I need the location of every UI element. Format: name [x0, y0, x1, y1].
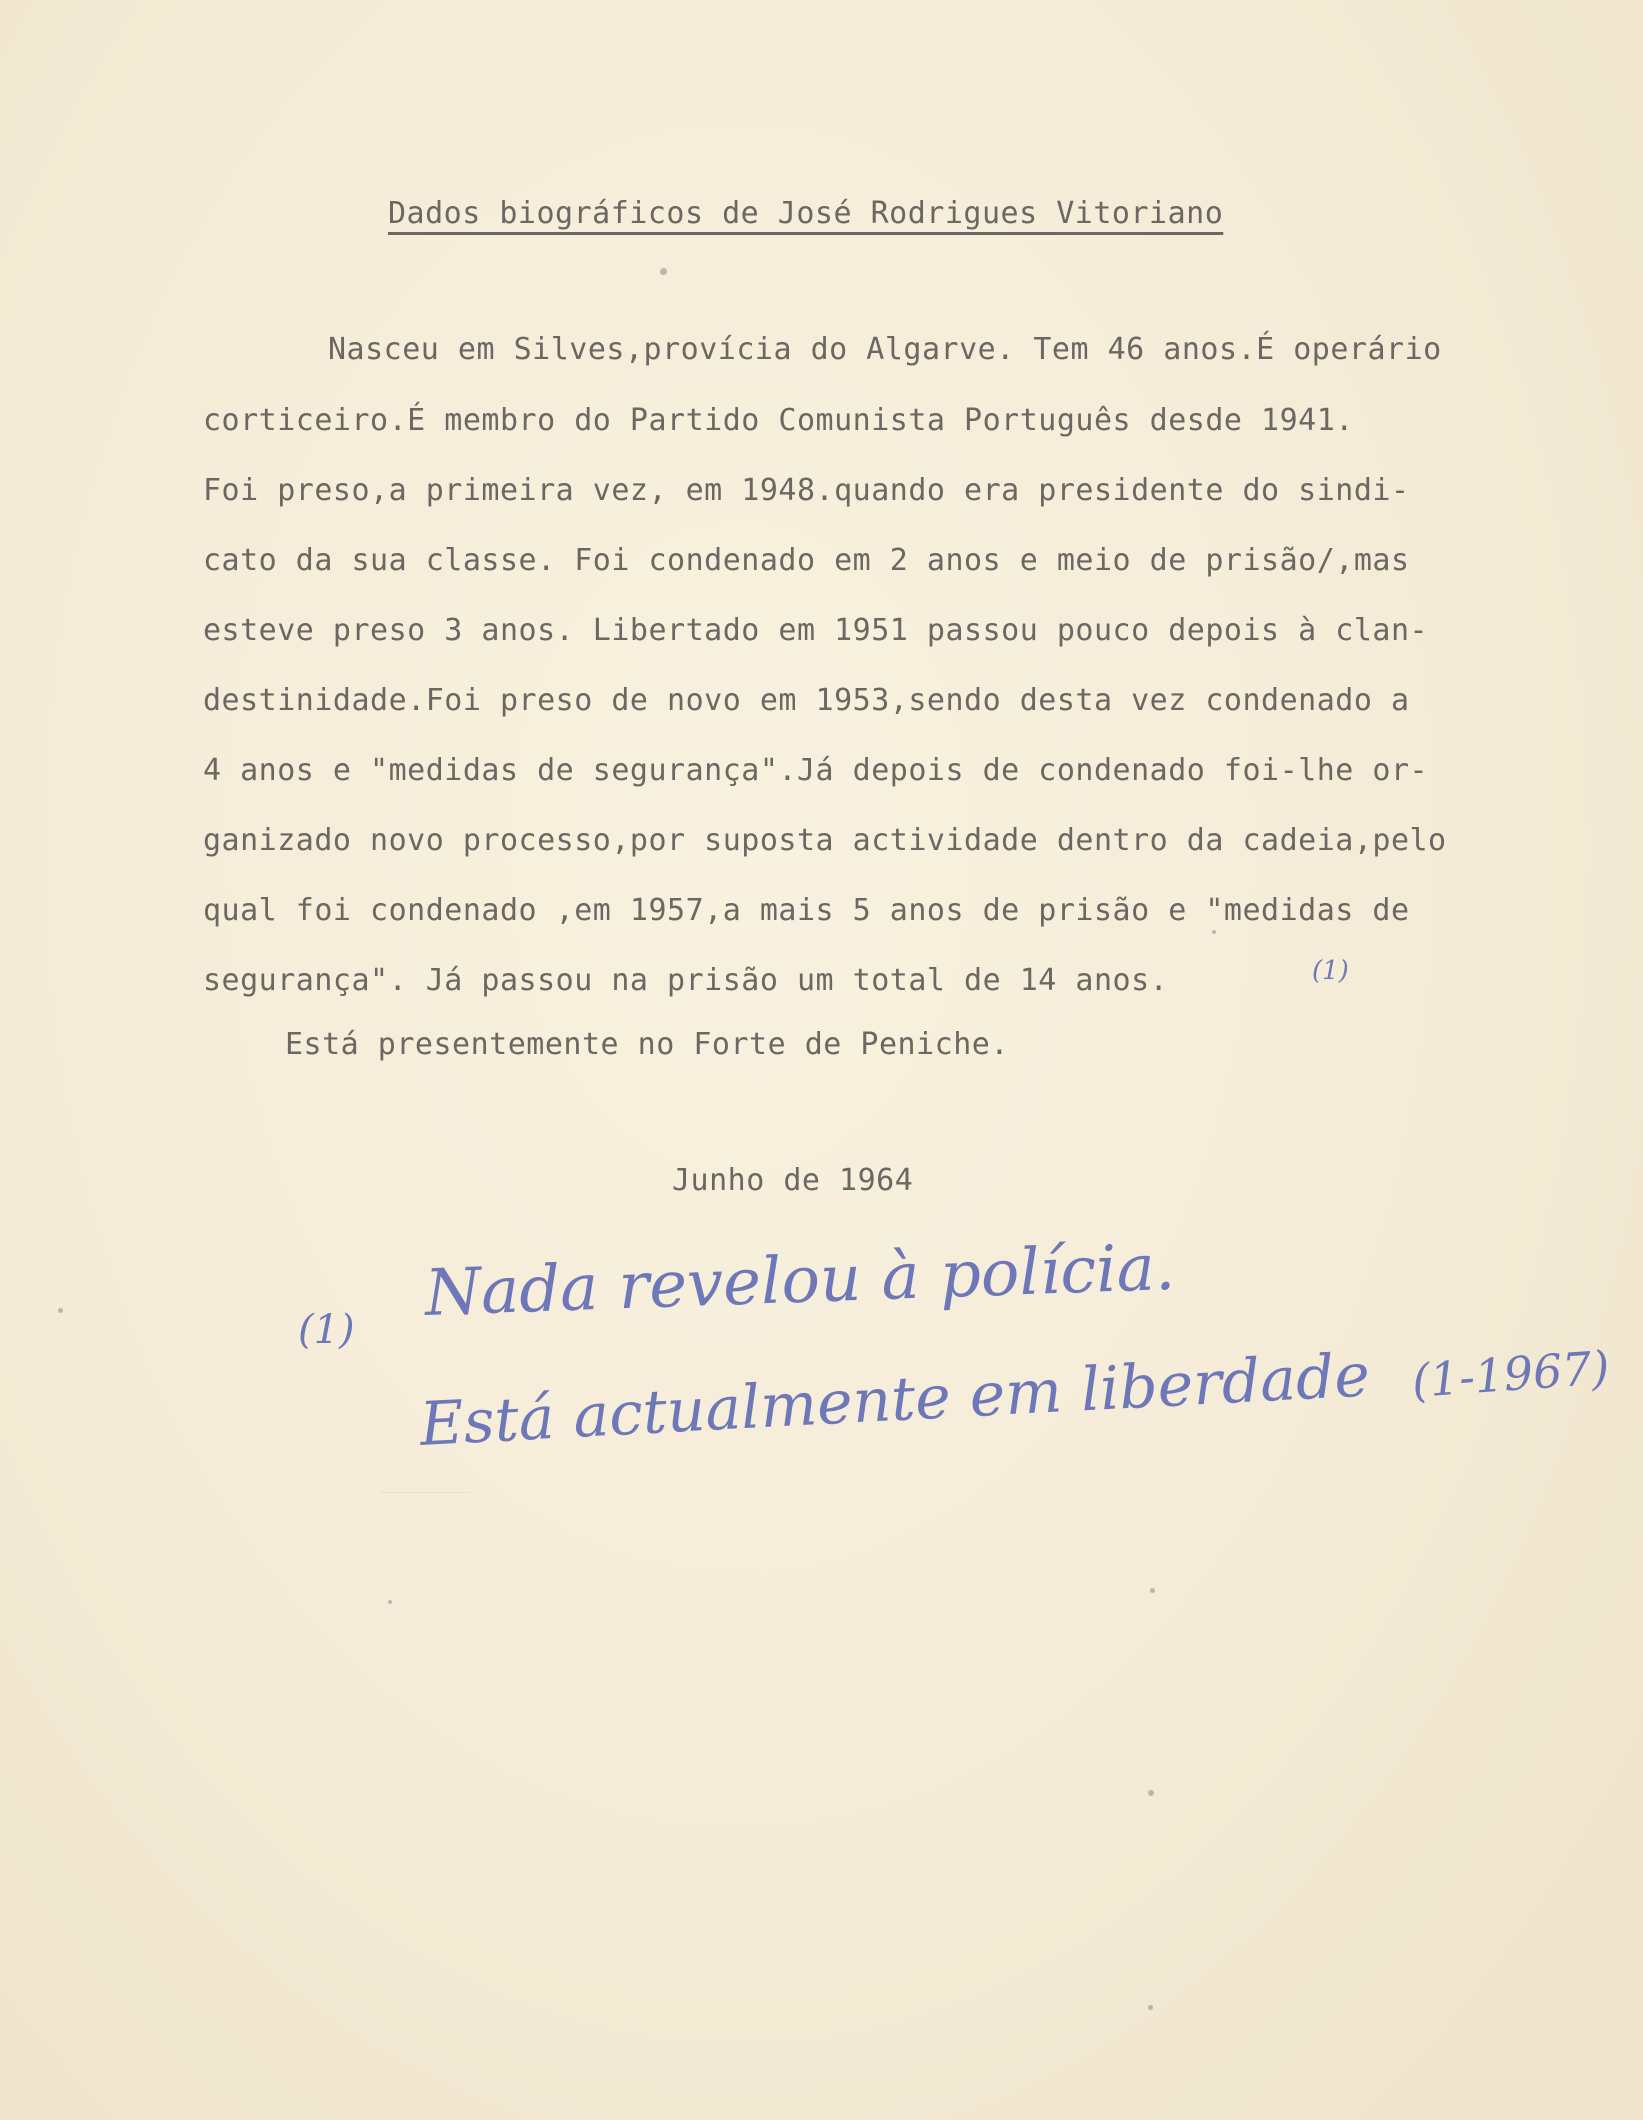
paper-speck	[660, 268, 667, 275]
paper-speck	[1148, 2005, 1153, 2010]
document-date: Junho de 1964	[672, 1163, 914, 1198]
handwritten-note-marker: (1)	[298, 1307, 355, 1353]
closing-line: Está presentemente no Forte de Peniche.	[285, 1027, 1009, 1062]
paper-speck	[58, 1308, 63, 1313]
body-line-9: qual foi condenado ,em 1957,a mais 5 anos de prisão e "medidas de	[203, 893, 1410, 928]
body-line-6: destinidade.Foi preso de novo em 1953,sendo desta vez condenado a	[203, 683, 1410, 718]
handwritten-note: Nada revelou à polícia.	[423, 1230, 1177, 1331]
body-line-7: 4 anos e "medidas de segurança".Já depois de condenado foi-lhe or-	[203, 753, 1429, 788]
body-line-2: corticeiro.É membro do Partido Comunista Português desde 1941.	[203, 403, 1354, 438]
paper-speck	[1150, 1588, 1155, 1593]
paper-crease	[380, 1492, 470, 1493]
paper-speck	[388, 1600, 392, 1604]
body-line-8: ganizado novo processo,por suposta actividade dentro da cadeia,pelo	[203, 823, 1447, 858]
handwritten-second-line: Está actualmente em liberdade	[418, 1340, 1372, 1460]
footnote-marker: (1)	[1312, 956, 1349, 986]
body-line-5: esteve preso 3 anos. Libertado em 1951 passou pouco depois à clan-	[203, 613, 1429, 648]
handwritten-date: (1-1967)	[1410, 1340, 1612, 1408]
paper-speck	[1148, 1790, 1154, 1796]
document-title: Dados biográficos de José Rodrigues Vitoriano	[388, 196, 1224, 231]
body-line-1: Nasceu em Silves,provícia do Algarve. Tem 46 anos.É operário	[328, 332, 1442, 367]
body-line-4: cato da sua classe. Foi condenado em 2 anos e meio de prisão/,mas	[203, 543, 1410, 578]
body-line-3: Foi preso,a primeira vez, em 1948.quando era presidente do sindi-	[203, 473, 1410, 508]
paper-speck	[1212, 930, 1216, 934]
body-line-10: segurança". Já passou na prisão um total de 14 anos.	[203, 963, 1169, 998]
